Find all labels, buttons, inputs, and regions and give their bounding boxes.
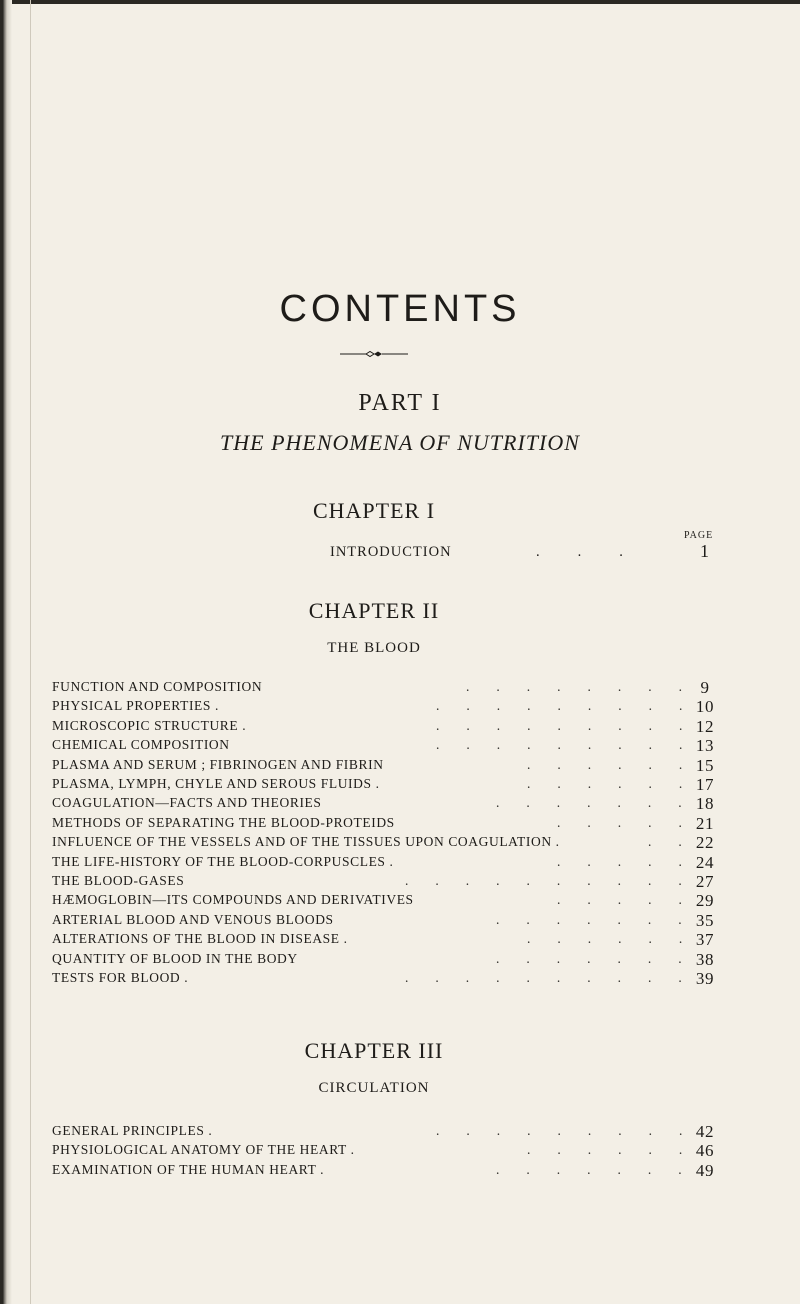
toc-entry-page: 12: [695, 716, 715, 736]
leader-dots: . .: [648, 834, 682, 850]
toc-entry-title: TESTS FOR BLOOD .: [52, 970, 189, 985]
toc-entry[interactable]: [52, 854, 722, 874]
page-top-edge: [0, 0, 800, 4]
toc-entry-page: 38: [695, 949, 715, 969]
leader-dots: . . . . . . . .: [466, 679, 682, 694]
toc-entry[interactable]: [52, 951, 722, 971]
toc-entry-title: PHYSIOLOGICAL ANATOMY OF THE HEART .: [52, 1142, 355, 1158]
toc-entry-title: INTRODUCTION: [330, 544, 452, 560]
leader-dots: . . . . .: [557, 892, 682, 908]
toc-entry-page: 9: [700, 678, 710, 697]
toc-entry-page: 13: [695, 736, 715, 756]
leader-dots: . . . . . . . . .: [436, 737, 683, 753]
leader-dots: . . . . . . . . . .: [405, 873, 682, 888]
toc-entry-page: 15: [695, 755, 715, 775]
ornament-rule-icon: [340, 350, 408, 358]
toc-entry-title: GENERAL PRINCIPLES .: [52, 1123, 213, 1138]
chapter-heading: CHAPTER I: [312, 498, 436, 523]
toc-entry[interactable]: [52, 892, 722, 912]
toc-entry-page: 42: [695, 1122, 715, 1141]
toc-entry-page: 27: [695, 872, 715, 891]
leader-dots: . . . . . .: [527, 776, 683, 791]
contents-title: CONTENTS: [279, 288, 521, 330]
toc-entry-page: 49: [695, 1160, 715, 1180]
toc-entry-page: 37: [695, 930, 715, 950]
chapter-heading: CHAPTER II: [308, 598, 440, 623]
toc-entry-title: INFLUENCE OF THE VESSELS AND OF THE TISSUES UPON COAGULATION .: [52, 834, 560, 850]
toc-entry-page: 18: [695, 794, 715, 814]
toc-entry[interactable]: [52, 970, 722, 990]
leader-dots: . . . . . . . . . .: [405, 970, 682, 985]
toc-entry-title: FUNCTION AND COMPOSITION: [52, 679, 263, 694]
chapter-title: THE BLOOD: [327, 640, 421, 656]
leader-dots: . . . . . . .: [496, 1161, 682, 1177]
toc-entry-page: 29: [695, 891, 715, 911]
page-column-label: PAGE: [684, 530, 714, 541]
toc-entry-title: COAGULATION—FACTS AND THEORIES: [52, 795, 322, 811]
toc-entry-title: HÆMOGLOBIN—ITS COMPOUNDS AND DERIVATIVES: [52, 892, 414, 908]
toc-entry[interactable]: [52, 776, 722, 796]
leader-dots: . . . . . . .: [496, 795, 682, 811]
toc-entry-page: 21: [695, 813, 715, 833]
leader-dots: . . . . . .: [527, 756, 683, 772]
toc-entry-page: 35: [695, 910, 715, 930]
toc-entry-title: THE BLOOD-GASES: [52, 873, 185, 888]
toc-entry-title: QUANTITY OF BLOOD IN THE BODY: [52, 950, 298, 966]
toc-entry[interactable]: [52, 698, 722, 718]
leader-dots: . . . . . .: [527, 931, 683, 947]
leader-dots: . . . . . . .: [496, 911, 682, 927]
leader-dots: . . .: [536, 544, 624, 560]
leader-dots: . . . . .: [557, 853, 682, 869]
toc-entry[interactable]: [52, 931, 722, 951]
toc-entry-title: PHYSICAL PROPERTIES .: [52, 698, 219, 714]
toc-entry-title: METHODS OF SEPARATING THE BLOOD-PROTEIDS: [52, 814, 395, 830]
toc-entry-title: EXAMINATION OF THE HUMAN HEART .: [52, 1161, 325, 1177]
toc-entry-page: 22: [695, 833, 715, 853]
toc-entry-page: 46: [695, 1141, 715, 1161]
toc-entry[interactable]: [52, 679, 722, 699]
toc-entry-page: 17: [695, 775, 715, 794]
toc-entry[interactable]: [52, 795, 722, 815]
toc-entry[interactable]: [52, 737, 722, 757]
toc-entry-title: PLASMA, LYMPH, CHYLE AND SEROUS FLUIDS .: [52, 776, 380, 791]
toc-entry-page: 10: [695, 697, 715, 717]
leader-dots: . . . . . . . . .: [436, 1123, 683, 1138]
toc-entry-title: PLASMA AND SERUM ; FIBRINOGEN AND FIBRIN: [52, 756, 384, 772]
toc-entry[interactable]: [52, 718, 722, 738]
toc-entry[interactable]: [52, 1142, 722, 1162]
toc-entry-title: CHEMICAL COMPOSITION: [52, 737, 230, 753]
part-title: PART I: [358, 390, 442, 416]
leader-dots: . . . . . . . . .: [436, 698, 683, 714]
leader-dots: . . . . . .: [527, 1142, 683, 1158]
toc-entry[interactable]: [52, 912, 722, 932]
toc-entry[interactable]: [52, 1123, 722, 1143]
toc-entry[interactable]: [52, 815, 722, 835]
chapter-heading: CHAPTER III: [304, 1038, 444, 1063]
toc-entry-title: MICROSCOPIC STRUCTURE .: [52, 717, 247, 733]
toc-entry[interactable]: [52, 873, 722, 893]
leader-dots: . . . . .: [557, 814, 682, 830]
toc-entry[interactable]: [52, 757, 722, 777]
toc-entry[interactable]: [52, 834, 722, 854]
toc-entry[interactable]: [52, 1162, 722, 1182]
leader-dots: . . . . . . .: [496, 950, 682, 966]
toc-entry-page: 1: [700, 541, 710, 561]
part-subtitle: THE PHENOMENA OF NUTRITION: [220, 430, 580, 455]
toc-entry-title: ARTERIAL BLOOD AND VENOUS BLOODS: [52, 911, 334, 927]
toc-entry-page: 24: [695, 852, 715, 872]
chapter-title: CIRCULATION: [318, 1080, 430, 1096]
toc-entry-title: THE LIFE-HISTORY OF THE BLOOD-CORPUSCLES .: [52, 853, 394, 869]
toc-entry-page: 39: [695, 969, 715, 988]
leader-dots: . . . . . . . . .: [436, 717, 683, 733]
toc-entry[interactable]: [330, 541, 722, 566]
toc-entry-title: ALTERATIONS OF THE BLOOD IN DISEASE .: [52, 931, 348, 947]
